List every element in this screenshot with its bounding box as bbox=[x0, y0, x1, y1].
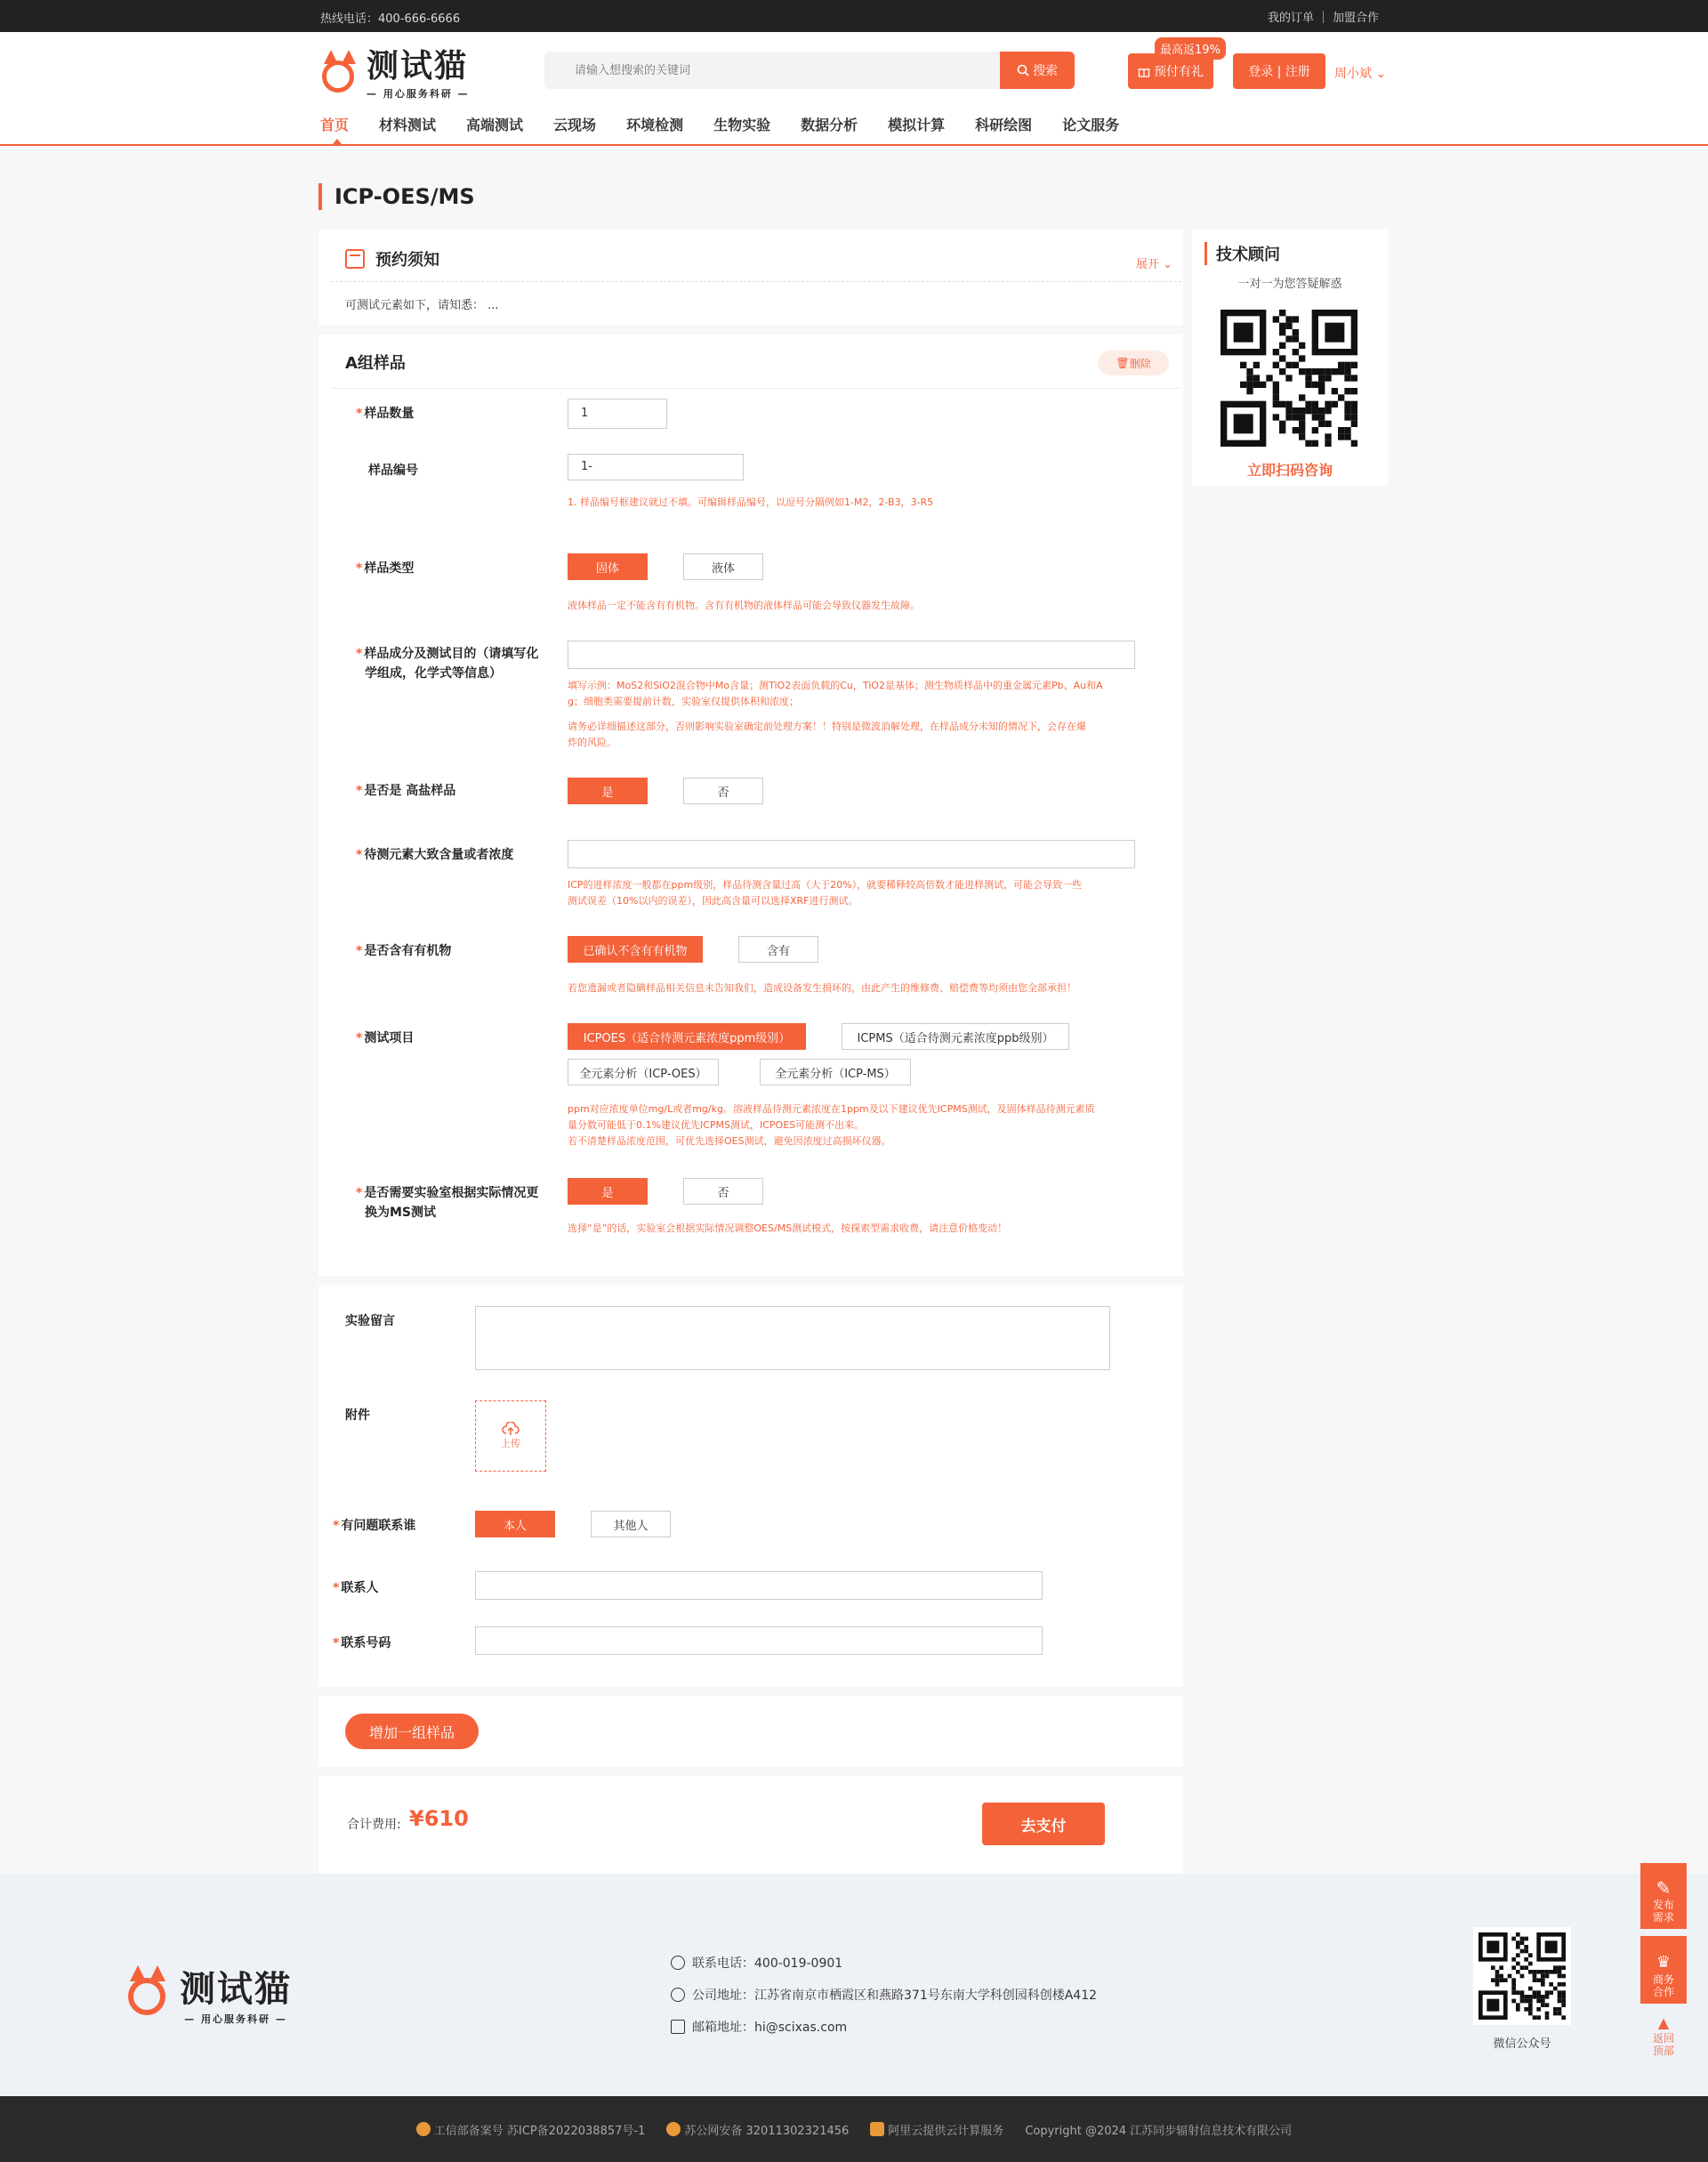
qr-code-icon bbox=[1221, 310, 1358, 447]
notice-card bbox=[318, 230, 1183, 326]
type-liquid-option[interactable]: 液体 bbox=[683, 553, 763, 580]
divider bbox=[331, 388, 1181, 389]
organic-yes-option[interactable]: 含有 bbox=[738, 936, 818, 963]
attachment-label: 附件 bbox=[345, 1408, 370, 1423]
search-icon bbox=[1017, 64, 1029, 77]
sample-group-title: A组样品 bbox=[345, 354, 406, 373]
high-salt-yes-option[interactable]: 是 bbox=[568, 778, 648, 804]
search-button-label: 搜索 bbox=[1033, 64, 1058, 78]
main-nav bbox=[320, 114, 1149, 134]
nav-item-7[interactable]: 模拟计算 bbox=[888, 117, 946, 133]
organic-none-option[interactable]: 已确认不含有有机物 bbox=[568, 936, 703, 963]
switch-ms-no-option[interactable]: 否 bbox=[683, 1178, 763, 1205]
chevron-down-icon: ⌄ bbox=[1375, 67, 1387, 81]
nav-item-8[interactable]: 科研绘图 bbox=[975, 117, 1033, 133]
code-hint: 1. 样品编号框建议就过不填。可编辑样品编号，以逗号分隔例如1-M2，2-B3，3-R5 bbox=[568, 496, 934, 508]
code-label: 样品编号 bbox=[368, 464, 418, 478]
contact-phone-label: * 联系号码 bbox=[333, 1636, 391, 1650]
test-item-icpms-option[interactable]: ICPMS（适合待测元素浓度ppb级别） bbox=[842, 1023, 1069, 1050]
expand-toggle[interactable] bbox=[1136, 254, 1172, 271]
trash-icon: 🗑 bbox=[1116, 357, 1130, 369]
total-value: ¥610 bbox=[409, 1806, 469, 1831]
switch-ms-label: * 是否需要实验室根据实际情况更 换为MS测试 bbox=[356, 1186, 539, 1220]
contact-who-label: * 有问题联系谁 bbox=[333, 1519, 416, 1533]
organic-label: * 是否含有有机物 bbox=[356, 944, 452, 958]
type-label: * 样品类型 bbox=[356, 561, 415, 576]
divider bbox=[1323, 11, 1324, 23]
copyright-text: Copyright @2024 江苏同步辐射信息技术有限公司 bbox=[1025, 2124, 1293, 2138]
tech-advisor-panel bbox=[1192, 230, 1388, 486]
top-bar bbox=[0, 0, 1708, 32]
publish-demand-button[interactable]: ✎ 发布 需求 bbox=[1640, 1863, 1687, 1929]
site-footer bbox=[0, 1874, 1708, 2096]
search-button[interactable] bbox=[1000, 52, 1075, 89]
test-item-icpoes-option[interactable]: ICPOES（适合待测元素浓度ppm级别） bbox=[568, 1023, 806, 1050]
nav-item-2[interactable]: 高端测试 bbox=[466, 117, 524, 133]
bottom-bar bbox=[0, 2096, 1708, 2162]
contact-person-input[interactable] bbox=[475, 1571, 1043, 1600]
nav-item-0[interactable]: 首页 bbox=[320, 114, 349, 134]
divider bbox=[331, 281, 1181, 282]
footer-email: 邮箱地址：hi@scixas.com bbox=[671, 2018, 847, 2036]
sample-group-card bbox=[318, 335, 1183, 1276]
advisor-cta[interactable]: 立即扫码咨询 bbox=[1246, 462, 1333, 479]
organic-hint: 若您遗漏或者隐瞒样品相关信息未告知我们，造成设备发生损坏的，由此产生的维修费、赔偿费等均须由您全部承担！ bbox=[568, 982, 1076, 994]
concentration-hint: ICP的进样浓度一般都在ppm级别，样品待测含量过高（大于20%），就要稀释较高倍数才能进样测试，可能会导致一些 测试误差（10%以内的误差），因此高含量可以选择XRF进行测试。 bbox=[568, 879, 1083, 907]
upload-label: 上传 bbox=[501, 1438, 520, 1449]
concentration-input[interactable] bbox=[568, 840, 1135, 868]
switch-ms-yes-option[interactable]: 是 bbox=[568, 1178, 648, 1205]
high-salt-no-option[interactable]: 否 bbox=[683, 778, 763, 804]
footer-phone: 联系电话：400-019-0901 bbox=[671, 1954, 842, 1972]
rebate-badge: 最高返19% bbox=[1155, 37, 1226, 60]
switch-ms-hint: 选择“是”的话，实验室会根据实际情况调整OES/MS测试模式，按探索型需求收费，请注意价格变动！ bbox=[568, 1222, 1008, 1234]
contact-card bbox=[318, 1285, 1183, 1687]
login-register-button[interactable]: 登录 | 注册 bbox=[1233, 53, 1325, 89]
notice-text: 可测试元素如下，请知悉： ... bbox=[345, 299, 499, 312]
nav-item-4[interactable]: 环境检测 bbox=[626, 117, 684, 133]
gift-icon bbox=[1138, 65, 1150, 77]
test-item-full-ms-option[interactable]: 全元素分析（ICP-MS） bbox=[760, 1059, 911, 1085]
site-header bbox=[0, 32, 1708, 146]
aliyun-text: 阿里云提供云计算服务 bbox=[870, 2121, 1003, 2138]
police-record[interactable]: 苏公网安备 32011302321456 bbox=[666, 2121, 849, 2138]
composition-label: * 样品成分及测试目的（请填写化 学组成，化学式等信息） bbox=[356, 647, 539, 681]
contact-phone-input[interactable] bbox=[475, 1626, 1043, 1655]
test-item-full-oes-option[interactable]: 全元素分析（ICP-OES） bbox=[568, 1059, 719, 1085]
qty-input[interactable]: 1 bbox=[568, 399, 667, 429]
page-title: ICP-OES/MS bbox=[318, 183, 475, 210]
my-orders-link[interactable]: 我的订单 bbox=[1267, 12, 1314, 25]
message-label: 实验留言 bbox=[345, 1314, 395, 1328]
qty-label: * 样品数量 bbox=[356, 407, 415, 421]
wechat-label: 微信公众号 bbox=[1493, 2037, 1551, 2051]
hotline-text: 热线电话：400-666-6666 bbox=[320, 12, 461, 26]
message-textarea[interactable] bbox=[475, 1306, 1110, 1370]
user-name: 周小斌 bbox=[1334, 67, 1372, 81]
nav-item-3[interactable]: 云现场 bbox=[553, 117, 597, 133]
search-box bbox=[544, 52, 1075, 89]
user-menu[interactable] bbox=[1334, 64, 1386, 82]
icp-record[interactable]: 工信部备案号 苏ICP备2022038857号-1 bbox=[416, 2121, 646, 2138]
add-sample-group-button[interactable]: 增加一组样品 bbox=[345, 1714, 479, 1749]
site-logo[interactable] bbox=[318, 48, 470, 101]
cat-logo-icon bbox=[318, 48, 359, 101]
contact-person-label: * 联系人 bbox=[333, 1581, 379, 1595]
logo-slogan: — 用心服务科研 — bbox=[367, 88, 470, 100]
rocket-icon: ▲ bbox=[1657, 2014, 1670, 2031]
nav-item-6[interactable]: 数据分析 bbox=[801, 117, 858, 133]
code-input[interactable]: 1- bbox=[568, 454, 744, 480]
edit-icon: ✎ bbox=[1656, 1877, 1672, 1899]
delete-group-button[interactable] bbox=[1098, 351, 1169, 375]
nav-item-5[interactable]: 生物实验 bbox=[713, 117, 771, 133]
advisor-subtitle: 一对一为您答疑解惑 bbox=[1237, 278, 1342, 291]
pay-button[interactable]: 去支付 bbox=[982, 1803, 1105, 1845]
crown-icon: ♛ bbox=[1656, 1953, 1672, 1972]
contact-other-option[interactable]: 其他人 bbox=[591, 1511, 671, 1537]
aliyun-icon bbox=[870, 2122, 884, 2136]
expand-label: 展开 bbox=[1135, 258, 1159, 271]
logo-name: 测试猫 bbox=[367, 48, 469, 85]
test-item-hint: ppm对应浓度单位mg/L或者mg/kg。溶液样品待测元素浓度在1ppm及以下建议优先ICPMS测试，及固体样品待测元素质 量分数可能低于0.1%建议优先ICPMS测试，ICPOES可能测不出来。 若不清楚样品浓度范围，可优先选择OES测试，避免因浓度过高损坏仪器。 bbox=[568, 1103, 1095, 1147]
footer-logo bbox=[123, 1961, 292, 2026]
prepay-label: 预付有礼 bbox=[1154, 65, 1204, 79]
cat-logo-icon bbox=[123, 1964, 171, 2024]
test-item-label: * 测试项目 bbox=[356, 1031, 415, 1045]
delete-label: 删除 bbox=[1129, 357, 1151, 370]
business-cooperation-button[interactable]: ♛ 商务 合作 bbox=[1640, 1936, 1687, 2004]
chevron-down-icon: ⌄ bbox=[1163, 258, 1172, 271]
composition-input[interactable] bbox=[568, 641, 1135, 669]
mail-icon bbox=[671, 2020, 685, 2034]
total-label: 合计费用: bbox=[347, 1818, 401, 1832]
location-icon bbox=[671, 1988, 685, 2002]
footer-address: 公司地址：江苏省南京市栖霞区和燕路371号东南大学科创园科创楼A412 bbox=[671, 1986, 1097, 2004]
contact-self-option[interactable]: 本人 bbox=[475, 1511, 555, 1537]
police-icon bbox=[666, 2122, 681, 2136]
badge-icon bbox=[416, 2122, 431, 2136]
upload-button[interactable] bbox=[475, 1400, 546, 1472]
nav-item-9[interactable]: 论文服务 bbox=[1062, 117, 1120, 133]
footer-logo-slogan: — 用心服务科研 — bbox=[184, 2013, 287, 2025]
phone-icon bbox=[671, 1956, 685, 1970]
wechat-qr bbox=[1473, 1927, 1571, 2025]
type-hint: 液体样品一定不能含有有机物。含有有机物的液体样品可能会导致仪器发生故障。 bbox=[568, 600, 920, 611]
join-link[interactable]: 加盟合作 bbox=[1332, 12, 1379, 25]
concentration-label: * 待测元素大致含量或者浓度 bbox=[356, 848, 514, 862]
type-solid-option[interactable]: 固体 bbox=[568, 553, 648, 580]
qr-code-icon bbox=[1478, 1932, 1566, 2020]
calendar-icon bbox=[345, 249, 365, 269]
advisor-title: 技术顾问 bbox=[1204, 242, 1280, 265]
back-to-top-button[interactable]: ▲ 返回 顶部 bbox=[1652, 2014, 1674, 2057]
nav-item-1[interactable]: 材料测试 bbox=[379, 117, 437, 133]
composition-hint-2: 请务必详细描述这部分，否则影响实验室确定前处理方案！！特别是微波消解处理，在样品成分未知的情况下，会存在爆 炸的风险。 bbox=[568, 721, 1086, 748]
cloud-upload-icon bbox=[502, 1422, 520, 1436]
search-input[interactable] bbox=[544, 52, 1075, 89]
notice-title: 预约须知 bbox=[375, 251, 439, 270]
footer-logo-name: 测试猫 bbox=[180, 1969, 292, 2010]
composition-hint-1: 填写示例：MoS2和SiO2混合物中Mo含量；测TiO2表面负载的Cu，TiO2是基体；测生物质样品中的重金属元素Pb、Au和A g；细胞类需要提前计数，实验室仅提供体积和浓度； bbox=[568, 680, 1103, 707]
high-salt-label: * 是否是 高盐样品 bbox=[356, 784, 456, 798]
